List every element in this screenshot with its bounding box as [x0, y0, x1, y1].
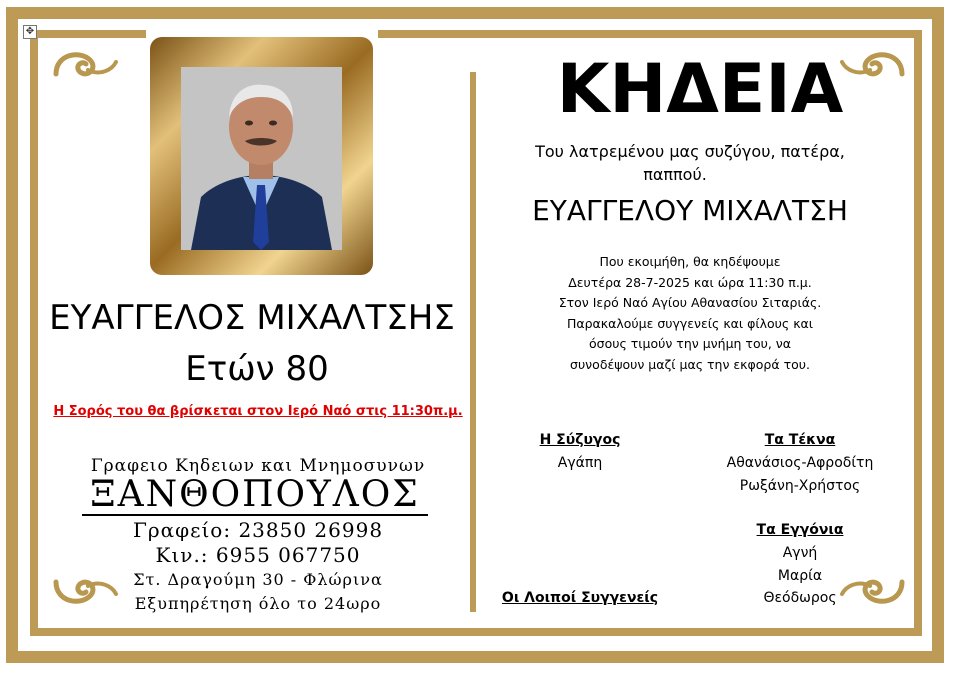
- funeral-home-name: ΞΑΝΘΟΠΟΥΛΟΣ: [82, 476, 428, 516]
- grandchild-entry: Θεόδωρος: [763, 590, 837, 606]
- service-hours: Εξυπηρέτηση όλο το 24ωρο: [134, 594, 382, 613]
- office-phone: Γραφείο: 23850 26998: [132, 518, 384, 542]
- address: Στ. Δραγούμη 30 - Φλώρινα: [133, 570, 383, 589]
- notice-title: ΚΗΔΕΙΑ: [556, 50, 844, 129]
- gold-scroll-ornament-icon: [50, 44, 120, 86]
- children-heading: Τα Τέκνα: [764, 432, 836, 448]
- child-entry: Αθανάσιος-Αφροδίτη: [726, 455, 874, 471]
- mobile-phone: Κιν.: 6955 067750: [155, 543, 361, 567]
- child-entry: Ρωξάνη-Χρήστος: [739, 478, 861, 494]
- grandchild-entry: Αγνή: [782, 545, 818, 561]
- deceased-age: Ετών 80: [185, 349, 329, 389]
- grandchildren-heading: Τα Εγγόνια: [756, 522, 844, 538]
- grandchild-entry: Μαρία: [777, 568, 823, 584]
- move-handle-icon[interactable]: ✥: [23, 25, 37, 39]
- funeral-details: [480, 252, 900, 375]
- spouse-heading: Η Σύζυγος: [539, 432, 621, 448]
- notice-intro-line2: παππού.: [643, 165, 707, 184]
- details-line: Που εκοιμήθη, θα κηδέψουμε: [599, 254, 781, 269]
- details-line: Δευτέρα 28-7-2025 και ώρα 11:30 π.μ.: [568, 274, 812, 290]
- funeral-home-tagline: Γραφειο Κηδειων και Μνημοσυνων: [90, 456, 426, 476]
- details-line: Παρακαλούμε συγγενείς και φίλους και: [566, 315, 814, 331]
- viewing-note: Η Σορός του θα βρίσκεται στον Ιερό Ναό στις 11:30π.μ.: [53, 404, 463, 419]
- details-line: συνοδέψουν μαζί μας την εκφορά του.: [570, 356, 810, 372]
- notice-intro-line1: Του λατρεμένου μας συζύγου, πατέρα,: [535, 142, 845, 161]
- details-line: όσους τιμούν την μνήμη του, να: [589, 336, 791, 351]
- deceased-name-genitive: ΕΥΑΓΓΕΛΟΥ ΜΙΧΑΛΤΣΗ: [532, 194, 848, 227]
- spouse-name: Αγάπη: [557, 455, 603, 471]
- deceased-name: ΕΥΑΓΓΕΛΟΣ ΜΙΧΑΛΤΣΗΣ: [49, 298, 455, 338]
- other-relatives: Οι Λοιποί Συγγενείς: [501, 590, 659, 606]
- details-line: Στον Ιερό Ναό Αγίου Αθανασίου Σιταριάς.: [558, 295, 822, 310]
- portrait-photo: [181, 67, 342, 250]
